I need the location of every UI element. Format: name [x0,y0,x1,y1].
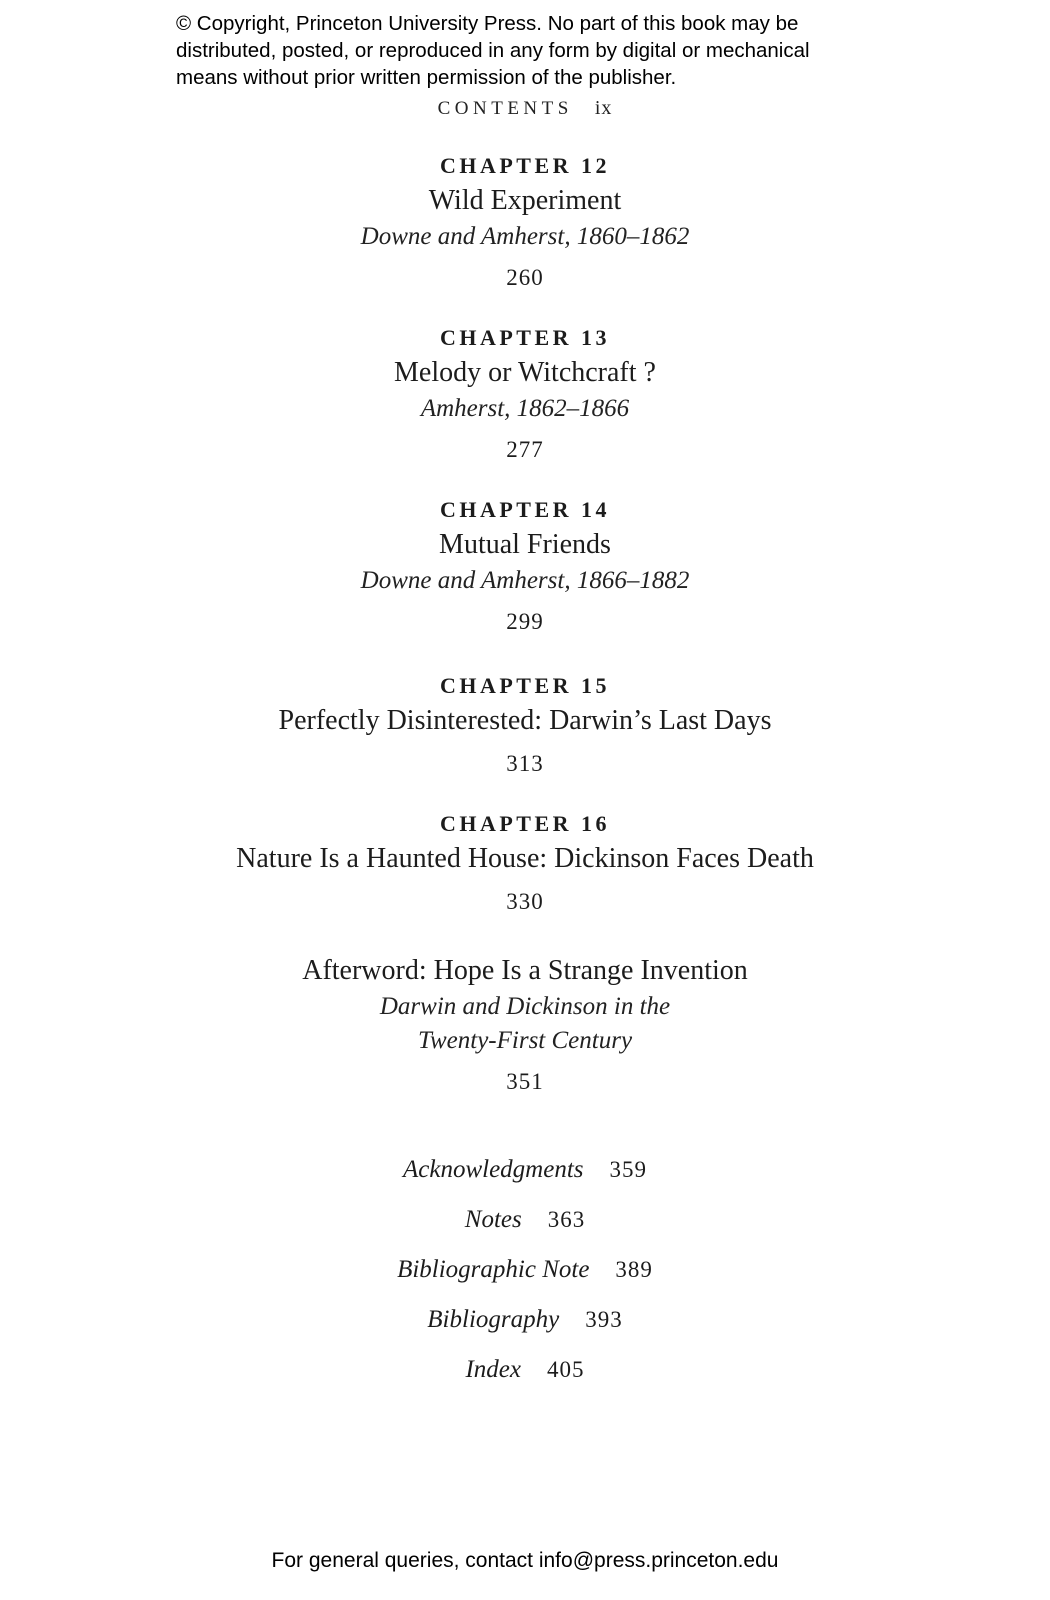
chapter-subtitle: Amherst, 1862–1866 [420,395,630,422]
copyright-line-2: distributed, posted, or reproduced in any form by digital or mechanical [176,39,810,62]
chapter-label: CHAPTER 14 [439,497,611,522]
copyright-notice [176,10,896,91]
back-matter-label: Bibliography [427,1306,560,1333]
chapter-page-number: 260 [506,265,544,290]
back-matter-label: Index [465,1356,522,1383]
chapter-page-number: 299 [506,609,544,634]
chapter-subtitle: Downe and Amherst, 1860–1862 [360,223,690,250]
chapter-page-number: 277 [506,437,544,462]
chapter-label: CHAPTER 16 [439,811,611,836]
back-matter-list [0,1146,1050,1396]
back-matter-label: Bibliographic Note [397,1256,590,1283]
back-matter-item-bibliographic-note [0,1246,1050,1296]
toc-entry-chapter-14 [0,494,1050,637]
back-matter-page-number: 393 [585,1307,623,1332]
back-matter-page-number: 405 [547,1357,585,1382]
back-matter-item-bibliography [0,1296,1050,1346]
running-head [0,97,1050,120]
toc-entry-chapter-13 [0,322,1050,465]
copyright-line-3: means without prior written permission of the publisher. [176,66,677,89]
back-matter-page-number: 389 [615,1257,653,1282]
copyright-line-1: © Copyright, Princeton University Press. No part of this book may be [176,12,799,35]
afterword-title: Afterword: Hope Is a Strange Invention [302,955,748,986]
chapter-title: Mutual Friends [439,529,611,560]
back-matter-label: Acknowledgments [402,1156,584,1183]
back-matter-page-number: 359 [609,1157,647,1182]
back-matter-item-notes [0,1196,1050,1246]
toc-entry-chapter-15 [0,670,1050,779]
back-matter-label: Notes [464,1206,522,1233]
afterword-subtitle-line-2: Twenty-First Century [417,1027,633,1054]
chapter-title: Perfectly Disinterested: Darwin’s Last Days [278,705,772,736]
chapter-title: Melody or Witchcraft ? [394,357,656,388]
chapter-subtitle: Downe and Amherst, 1866–1882 [360,567,690,594]
chapter-label: CHAPTER 13 [439,325,611,350]
afterword-subtitle-line-1: Darwin and Dickinson in the [379,993,671,1020]
toc-entry-chapter-12 [0,150,1050,293]
back-matter-item-index [0,1346,1050,1396]
running-head-title: CONTENTS [437,98,573,119]
chapter-page-number: 330 [506,889,544,914]
back-matter-item-acknowledgments [0,1146,1050,1196]
running-head-page-number: ix [594,97,613,119]
chapter-title: Nature Is a Haunted House: Dickinson Faces Death [236,843,814,874]
back-matter-page-number: 363 [547,1207,586,1232]
chapter-page-number: 313 [506,751,544,776]
toc-entry-chapter-16 [0,808,1050,917]
chapter-label: CHAPTER 12 [439,153,611,178]
chapter-label: CHAPTER 15 [439,673,611,698]
footer-queries-note: For general queries, contact info@press.princeton.edu [271,1549,779,1572]
chapter-title: Wild Experiment [428,185,622,216]
toc-entry-afterword [0,952,1050,1097]
afterword-page-number: 351 [506,1069,544,1094]
